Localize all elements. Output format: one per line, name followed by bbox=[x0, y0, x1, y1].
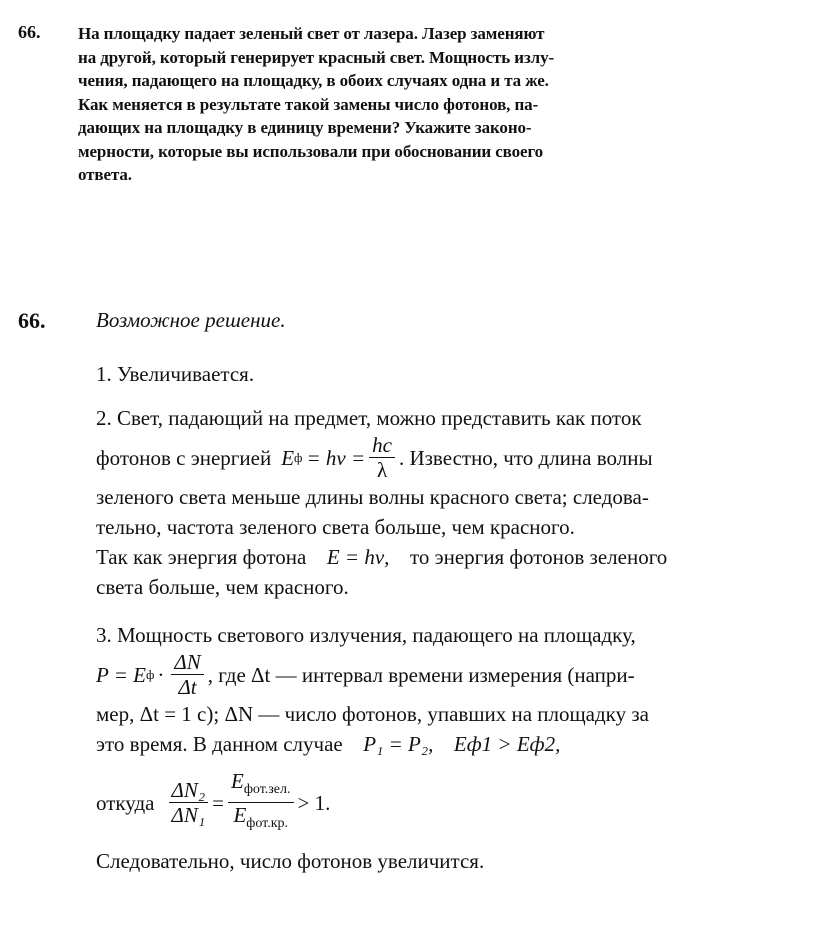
text-line: 2. Свет, падающий на предмет, можно представить как поток bbox=[96, 406, 642, 430]
formula-symbol: E bbox=[281, 445, 295, 470]
problem-line: На площадку падает зеленый свет от лазера. Лазер заменяют bbox=[78, 24, 545, 43]
text-fragment: фотонов с энергией bbox=[96, 445, 272, 470]
formula-subscript: фот.зел. bbox=[243, 782, 291, 798]
photon-count-ratio bbox=[169, 778, 209, 827]
formula-text: P = E bbox=[96, 662, 146, 687]
answer-paragraph: 1. Увеличивается. bbox=[96, 362, 255, 386]
formula-text: = hν = bbox=[306, 445, 366, 470]
solution-body bbox=[96, 359, 718, 876]
text-fragment: то энергия фотонов зеленого bbox=[409, 545, 668, 569]
text-line bbox=[96, 729, 718, 759]
text-fragment: откуда bbox=[96, 790, 155, 815]
ratio-formula-line bbox=[96, 769, 718, 836]
formula-subscript: фот.кр. bbox=[246, 816, 289, 832]
problem-text bbox=[78, 22, 578, 187]
text-line: 3. Мощность светового излучения, падающего на площадку, bbox=[96, 623, 636, 647]
power-paragraph bbox=[96, 620, 718, 876]
solution-title: Возможное решение. bbox=[96, 308, 286, 332]
problem-line: Как меняется в результате такой замены число фотонов, па- bbox=[78, 94, 539, 114]
power-formula-line bbox=[96, 650, 718, 699]
energy-ratio bbox=[228, 769, 294, 836]
formula-subscript: ф bbox=[294, 449, 303, 465]
fraction-denominator: λ bbox=[376, 458, 388, 482]
text-line: мер, Δt = 1 с); ΔN — число фотонов, упавших на площадку за bbox=[96, 702, 649, 726]
problem-line: ответа. bbox=[78, 165, 132, 184]
fraction-numerator: ΔN₂ bbox=[169, 778, 209, 803]
formula-text: E = hν, bbox=[326, 545, 390, 569]
fraction-denominator: ΔN₁ bbox=[171, 803, 206, 828]
problem-line: чения, падающего на площадку, в обоих случаях одна и та же. bbox=[78, 71, 549, 90]
photon-energy-formula-line bbox=[96, 433, 718, 482]
equals-sign: = bbox=[212, 790, 224, 815]
formula-text: P₁ = P₂, bbox=[363, 732, 434, 756]
fraction-denominator: Δt bbox=[178, 675, 197, 699]
power-fraction bbox=[171, 650, 203, 699]
problem-number: 66. bbox=[18, 22, 41, 42]
text-fragment: , где Δt — интервал времени измерения (напри- bbox=[207, 662, 635, 687]
formula-symbol: E bbox=[230, 769, 244, 793]
text-fragment: это время. В данном случае bbox=[96, 732, 343, 756]
formula-symbol: E bbox=[233, 803, 247, 828]
text-line: света больше, чем красного. bbox=[96, 575, 349, 599]
fraction-numerator: ΔN bbox=[171, 650, 203, 675]
fraction-denominator bbox=[230, 803, 291, 836]
solution-block bbox=[18, 298, 718, 876]
photon-energy-fraction bbox=[369, 433, 395, 482]
fraction-numerator: hc bbox=[369, 433, 395, 458]
solution-number: 66. bbox=[18, 308, 46, 333]
formula-subscript: ф bbox=[145, 666, 155, 682]
conclusion-line: Следовательно, число фотонов увеличится. bbox=[96, 849, 485, 874]
problem-line: дающих на площадку в единицу времени? Укажите законо- bbox=[78, 118, 532, 137]
text-fragment: Так как энергия фотона bbox=[96, 545, 307, 569]
problem-line: мерности, которые вы использовали при обосновании своего bbox=[78, 141, 544, 161]
photon-energy-paragraph bbox=[96, 403, 718, 602]
fraction-numerator bbox=[228, 769, 294, 803]
formula-text: Eф1 > Eф2, bbox=[453, 732, 561, 756]
problem-line: на другой, который генерирует красный свет. Мощность излу- bbox=[78, 47, 555, 67]
text-line: тельно, частота зеленого света больше, чем красного. bbox=[96, 515, 575, 539]
text-line bbox=[96, 542, 718, 572]
text-line: зеленого света меньше длины волны красного света; следова- bbox=[96, 485, 649, 509]
text-fragment: > 1. bbox=[297, 790, 331, 815]
formula-dot: · bbox=[157, 662, 165, 687]
problem-statement bbox=[18, 22, 578, 187]
text-fragment: . Известно, что длина волны bbox=[398, 445, 653, 470]
